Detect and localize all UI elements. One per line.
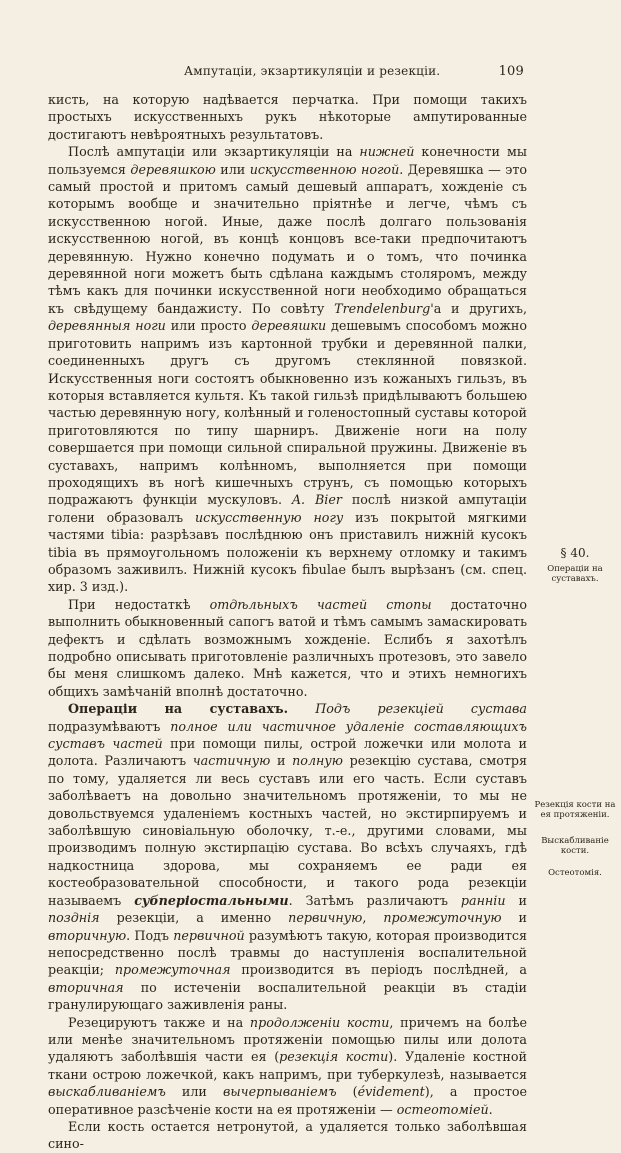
page-number: 109 xyxy=(498,64,524,79)
paragraph-synovial-trailing: Если кость остается нетронутой, а удаляется только заболѣвшая сино- xyxy=(48,1118,527,1152)
margin-note-bone-resection: Резекція кости на ея протяженіи. xyxy=(534,800,616,820)
running-title: Ампутаціи, экзартикуляціи и резекціи. xyxy=(184,64,441,78)
paragraph-prosthetic-hands: кисть, на которую надѣвается перчатка. При помощи такихъ простыхъ искусственныхъ рукъ нѣкоторые ампутированные достигаютъ невѣроятныхъ результатовъ. xyxy=(48,92,527,142)
section-heading: Операціи на суставахъ. xyxy=(68,701,289,717)
paragraph-joint-operations: Операціи на суставахъ. Подъ резекціей сустава подразумѣваютъ полное или частичное удаленіе составляющихъ суставъ частей при помощи пилы, острой ложечки или молота и долота. Различаютъ частичную и полную резекцію сустава, смотря по тому, удаляется ли весь суставъ или его часть. Если суставъ заболѣваетъ на довольно значительномъ протяженіи, то мы не довольствуемся удаленіемъ костныхъ частей, но экстирпируемъ и заболѣвшую синовіальную оболочку, т.-е., другими словами, мы производимъ полную экстирпацію сустава. Во всѣхъ случаяхъ, гдѣ надкостница здорова, мы сохраняемъ ее ради ея костеобразовательной способности, и такого рода резекціи называемъ субперіостальными. Затѣмъ различаютъ ранніи и позднія резекціи, а именно первичную, промежуточную и вторичную. Подъ первичной разумѣютъ такую, которая производится непосредственно послѣ травмы до наступленія воспалительной реакціи; промежуточная производится въ періодъ послѣдней, а вторичная по истеченіи воспалительной реакціи въ стадіи гранулирующаго заживленія раны. xyxy=(48,701,528,1013)
page-body xyxy=(48,91,527,1153)
margin-note-osteotomy: Остеотомія. xyxy=(548,868,602,878)
margin-note-joint-operations: Операціи на суставахъ. xyxy=(547,564,603,584)
paragraph-bone-resection: Резецируютъ также и на продолженіи кости, причемъ на болѣе или менѣе значительномъ протяженіи помощью пилы или долота удаляютъ заболѣвшія части ея (резекція кости). Удаленіе костной ткани острою ложечкой, какъ напримъ, при туберкулезѣ, называется выскабливаніемъ или вычерпываніемъ (évidement), а простое оперативное разсѣченіе кости на ея протяженіи — остеотоміей. xyxy=(48,1014,528,1117)
margin-note-scraping: Выскабливаніе кости. xyxy=(541,836,609,856)
paragraph-lower-limb-prosthesis: Послѣ ампутаціи или экзартикуляціи на нижней конечности мы пользуемся деревяшкою или искусственною ногой. Деревяшка — это самый простой и притомъ самый дешевый аппаратъ, хожденіе съ которымъ вообще и значительно пріятнѣе и легче, чѣмъ съ искусственною ногой. Иные, даже послѣ долгаго пользованія искусственною ногой, въ концѣ концовъ все-таки предпочитаютъ деревянную. Нужно конечно подумать и о томъ, что починка деревянной ноги можетъ быть сдѣлана каждымъ столяромъ, между тѣмъ какъ для починки искусственной ноги необходимо обращаться къ свѣдущему бандажисту. По совѣту Trendelenburg'а и другихъ, деревянныя ноги или просто деревяшки дешевымъ способомъ можно приготовить напримъ изъ картонной трубки и деревянной палки, соединенныхъ другъ съ другомъ стеклянной повязкой. Искусственныя ноги состоятъ обыкновенно изъ кожаныхъ гильзъ, въ которыя вставляется культя. Къ такой гильзѣ придѣлываютъ большею частью деревянную ногу, колѣнный и голеностопный суставы которой приготовляются по типу шарниръ. Движеніе ноги на полу совершается при помощи сильной спиральной пружины. Движеніе въ суставахъ, напримъ колѣнномъ, выполняется при помощи проходящихъ въ ногѣ кишечныхъ струнъ, съ помощью которыхъ подражаютъ функціи мускуловъ. A. Bier послѣ низкой ампутаціи голени образовалъ искусственную ногу изъ покрытой мягкими частями tibia: разрѣзавъ послѣднюю онъ приставилъ нижній кусокъ tibia въ прямоугольномъ положеніи къ верхнему отломку и такимъ образомъ заживилъ. Нижній кусокъ fibulae былъ вырѣзанъ (см. спец. хир. 3 изд.). xyxy=(48,144,528,595)
margin-section-number: § 40. xyxy=(560,546,590,560)
paragraph-foot-defects: При недостаткѣ отдѣльныхъ частей стопы достаточно выполнить обыкновенный сапогъ ватой и тѣмъ самымъ замаскировать дефектъ и сдѣлать возможнымъ хожденіе. Еслибъ я захотѣлъ подробно описывать приготовленіе различныхъ протезовъ, это завело бы меня слишкомъ далеко. Мнѣ кажется, что и этихъ немногихъ общихъ замѣчаній вполнѣ достаточно. xyxy=(48,596,527,699)
